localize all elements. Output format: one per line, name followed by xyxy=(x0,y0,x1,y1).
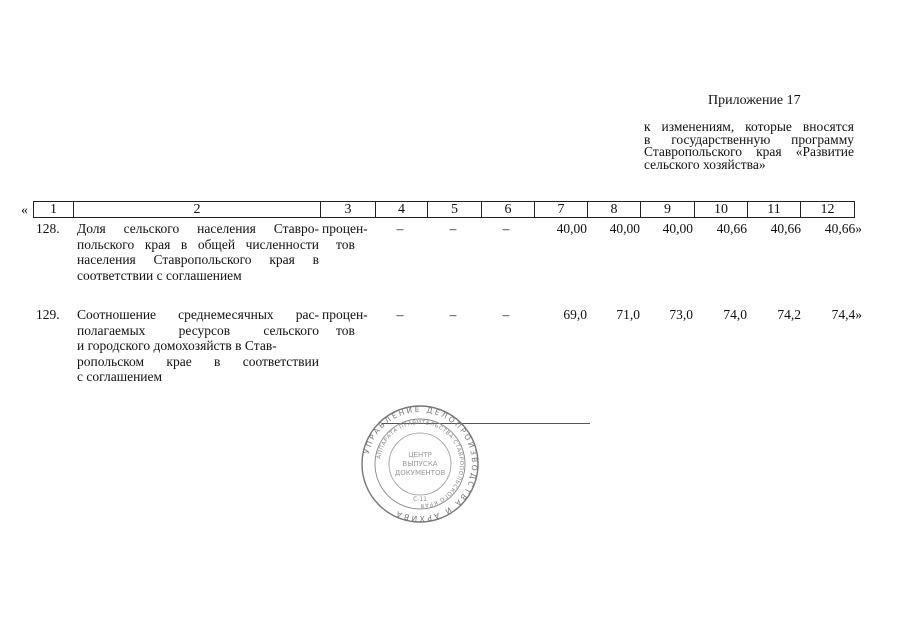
appendix-subtitle xyxy=(644,121,854,171)
description-line: Соотношение среднемесячных рас- xyxy=(77,307,319,322)
unit-line: тов xyxy=(336,322,355,338)
column-header-6: 6 xyxy=(482,202,535,217)
row-unit xyxy=(322,307,376,338)
unit-line: процен- xyxy=(322,221,368,236)
column-header-1: 1 xyxy=(34,202,74,217)
value-col-6: – xyxy=(502,221,510,236)
column-header-4: 4 xyxy=(376,202,428,217)
description-line: и городского домохозяйств в Став- xyxy=(77,338,277,353)
description-line: населения Ставропольского края в xyxy=(77,252,319,267)
unit-line: тов xyxy=(336,236,355,252)
unit-line: процен- xyxy=(322,307,368,322)
column-header-5: 5 xyxy=(428,202,482,217)
svg-text:ДОКУМЕНТОВ: ДОКУМЕНТОВ xyxy=(394,469,446,477)
description-line: полагаемых ресурсов сельского xyxy=(77,322,319,338)
description-line: Доля сельского населения Ставро- xyxy=(77,221,319,236)
svg-text:ЦЕНТР: ЦЕНТР xyxy=(408,451,432,459)
stamp-seal-icon xyxy=(357,405,483,523)
value-col-10: 74,0 xyxy=(723,307,747,322)
value-col-5: – xyxy=(449,307,457,322)
value-col-10: 40,66 xyxy=(716,221,747,236)
value-col-7: 40,00 xyxy=(556,221,587,236)
official-stamp xyxy=(357,405,483,523)
column-header-10: 10 xyxy=(695,202,748,217)
appendix-subtitle-line: Ставропольского края «Развитие xyxy=(644,144,854,159)
column-header-8: 8 xyxy=(588,202,641,217)
value-col-6: – xyxy=(502,307,510,322)
opening-quote-mark: « xyxy=(21,203,28,218)
value-col-11: 74,2 xyxy=(777,307,801,322)
description-line: соответствии с соглашением xyxy=(77,267,242,283)
svg-text:УПРАВЛЕНИЕ ДЕЛОПРОИЗВОДСТВА И: УПРАВЛЕНИЕ ДЕЛОПРОИЗВОДСТВА И АРХИВА xyxy=(362,405,480,523)
value-col-9: 73,0 xyxy=(669,307,693,322)
appendix-subtitle-line: сельского хозяйства» xyxy=(644,156,766,172)
value-col-12: 40,66» xyxy=(824,221,862,236)
appendix-subtitle-line: в государственную программу xyxy=(644,131,854,147)
value-col-4: – xyxy=(396,221,404,236)
svg-text:ВЫПУСКА: ВЫПУСКА xyxy=(402,460,438,468)
row-number: 128. xyxy=(36,221,60,236)
row-number: 129. xyxy=(36,307,60,322)
row-unit xyxy=(322,221,376,252)
table-header-row xyxy=(33,201,855,218)
column-header-12: 12 xyxy=(820,202,835,217)
value-col-7: 69,0 xyxy=(563,307,587,322)
svg-text:С-11: С-11 xyxy=(413,496,427,503)
value-col-12: 74,4» xyxy=(831,307,862,322)
appendix-title: Приложение 17 xyxy=(708,93,801,108)
row-description xyxy=(77,307,319,385)
value-col-11: 40,66 xyxy=(770,221,801,236)
column-header-2: 2 xyxy=(74,202,321,217)
value-col-5: – xyxy=(449,221,457,236)
description-line: ропольском крае в соответствии xyxy=(77,353,319,369)
column-header-7: 7 xyxy=(535,202,588,217)
column-header-3: 3 xyxy=(321,202,376,217)
value-col-8: 40,00 xyxy=(609,221,640,236)
value-col-8: 71,0 xyxy=(616,307,640,322)
column-header-9: 9 xyxy=(641,202,695,217)
row-description xyxy=(77,221,319,283)
column-header-11: 11 xyxy=(748,202,801,217)
value-col-9: 40,00 xyxy=(662,221,693,236)
description-line: польского края в общей численности xyxy=(77,236,319,252)
description-line: с соглашением xyxy=(77,369,163,384)
value-col-4: – xyxy=(396,307,404,322)
svg-text:АППАРАТА ПРАВИТЕЛЬСТВА СТАВРОП: АППАРАТА ПРАВИТЕЛЬСТВА СТАВРОПОЛЬСКОГО КРАЯ xyxy=(376,419,465,509)
appendix-subtitle-line: к изменениям, которые вносятся xyxy=(644,119,854,134)
